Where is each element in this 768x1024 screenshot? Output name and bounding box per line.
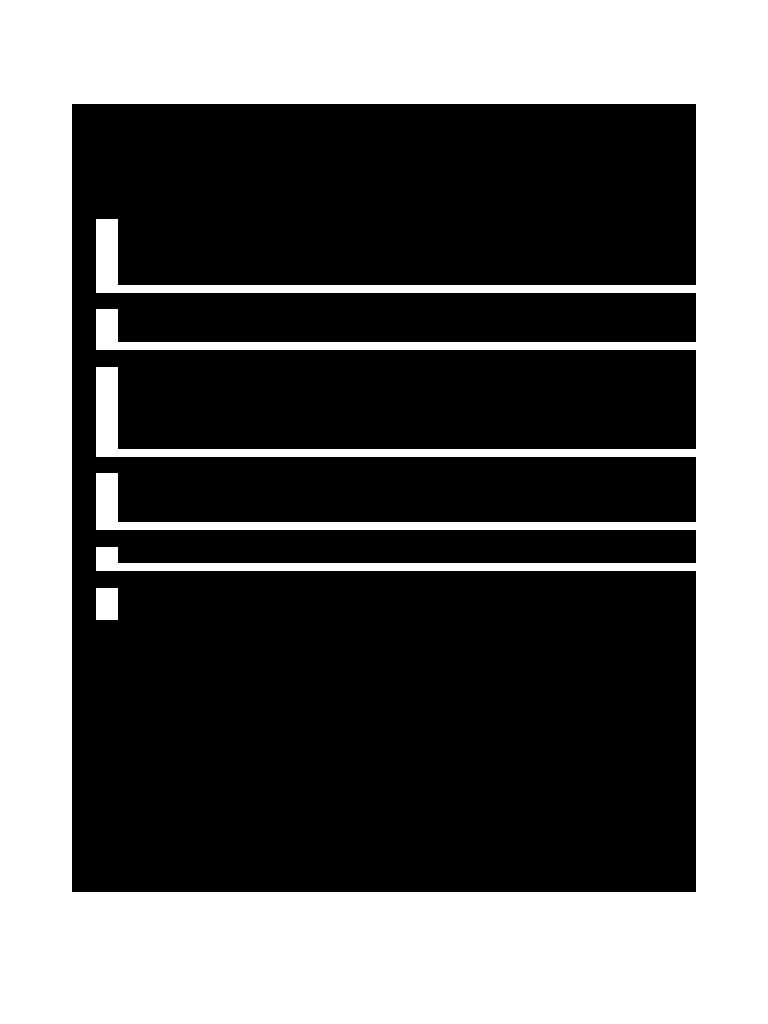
list-item-number: 1.: [96, 203, 118, 219]
list-item-text: Social Connectors – people who know other people can put in a good word for you. Party and social connectors, once they know you and like you, will spread good will. The party host, for example, who introduces you to everyone as the “cool guy from Google” or the “model from fashion week” goes a long way vs. you saying it yourself. In the contrary, a cold or inhospitable host can also do damage prior to your arrival.: [118, 203, 696, 285]
gossip-heading: What is Gossip?: [72, 626, 696, 642]
list-item: [72, 457, 696, 523]
list-item-text: Guy Alliance – Make a pact with your bros to only say good things of each other when no girls are present. This is important and generate a group vibe of reciprocity, instead of one of discontent and competition among friends.: [118, 571, 695, 619]
paragraph-spacer: [72, 170, 696, 187]
gossip-paragraph: Girls love to talk gossip and rumors. Why? It allows for a steady flow of social information (and misinformation) they can filter. Even if the information is untrue, they now have power to know what others think on a collective mass social scale. Based on behaviorial biologists: gossip to be an important means by which people can monitor cooperative reputations and so maintain widespread indirect reciprocity.: [72, 643, 696, 725]
list-item-number: 6.: [96, 571, 118, 587]
list-item: [72, 350, 696, 448]
intro-paragraph: On the street, we refer to this as “buzz”, or street credibility. When your actions and behavior go beyond that of yourself and into a whole culture of the social circle, you in fact create a reputation that precedes you. How you manage this reputation affects your future interactions with the people who are part of this social sphere of influence.: [72, 104, 696, 170]
list-item-number: 2.: [96, 293, 118, 309]
strategies-list-wrapper: [72, 203, 696, 620]
list-item-text: Women Connectors – women who spread gossip of guys have more credibility in “girl-world”, so if you can befriend a levy of hot girls and treat them well, they will spread stories of you into girl-world. Do not underestimate the power of this effect.: [118, 293, 696, 342]
list-item-number: 3.: [96, 350, 118, 366]
list-item-text: Helping Out A Guy – sometimes a guy in need of help whether socially or professionally will speak of you highly, if he is a man of integrity. You can also find “fans” who just like you as a dude and will say good things of you. Learn to recognize high value guys who are part-fans.: [118, 457, 696, 523]
sequence-paragraph: Once the sequence of pieces of information reaches the gossip mill and takes its turn, you just need to wait until someone brings it up, or ride the wave of your new status. Keep in: [72, 858, 696, 891]
strategies-list: [72, 203, 696, 620]
list-item-number: 4.: [96, 457, 118, 473]
list-item-text: The Talker – Can be a guy or girl, usually talks a lot. All this person needs to do is to get to know you and he will talk of you.: [118, 530, 696, 563]
strategies-heading: There are several strategies for initiating the gossip factor in your favor:: [72, 187, 696, 203]
list-item-number: 5.: [96, 530, 118, 546]
document-page: [72, 104, 696, 916]
female-friend-paragraph: Best to start a gossip with a female friend, or have her be the start of the rumor so it is not traced back to you. In American Pie, Finch got Amanda to spread a rumor of him dating a cougar, being more sophisticated and all. In college, guys started a rumor about a super hottie that she was missing a toe. There are offensive and defensive rumors, designed to destroy someone as well as build them up beyond “legendary” status.: [72, 751, 696, 833]
list-item: [72, 530, 696, 563]
list-item: [72, 571, 696, 620]
list-item: [72, 203, 696, 285]
list-item-text: Alliance of Hot Female Friends, or Influential Less Attractive Female Friends – sometimes very attractive women have more clout, while other times, a less attractive woman who runs her own company or has social power can spread rumors of you. Be aware of this, and try to befriend at least 3 super hot girls without trying to sleep with them in every new city. They will come in handy later on, and as a man in your prime, you can find sex elsewhere. Think long-term: [118, 350, 696, 448]
paragraph-spacer: [72, 833, 696, 859]
paragraph-spacer: [72, 725, 696, 751]
list-item: [72, 293, 696, 342]
